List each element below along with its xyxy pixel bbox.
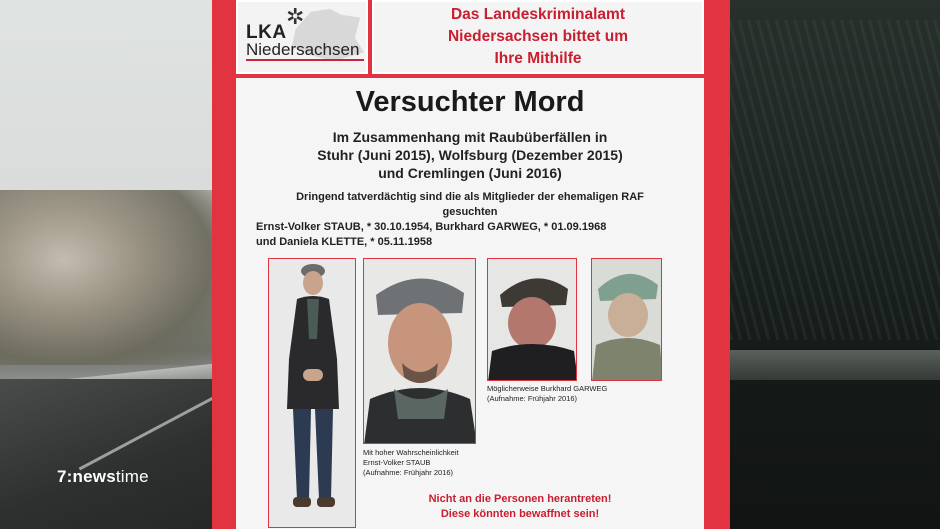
photo-staub-full-body [268, 258, 356, 528]
warning-notice [236, 492, 704, 522]
suspects-line-4: und Daniela KLETTE, * 05.11.1958 [256, 236, 433, 248]
caption-garweg-line-1: Möglicherweise Burkhard GARWEG [487, 384, 608, 393]
background-hedge [730, 20, 940, 340]
poster-content [236, 78, 704, 529]
suspects-line-2: gesuchten [442, 206, 498, 218]
warning-line-1: Nicht an die Personen herantreten! [428, 493, 612, 505]
suspects-line-3: Ernst-Volker STAUB, * 30.10.1954, Burkhard GARWEG, * 01.09.1968 [256, 221, 607, 233]
logo-underline [246, 59, 364, 61]
header-line-1: Das Landeskriminalamt [450, 6, 625, 23]
caption-garweg-line-2: (Aufnahme: Frühjahr 2016) [487, 394, 578, 403]
caption-garweg [487, 384, 617, 404]
caption-staub-line-1: Mit hoher Wahrscheinlichkeit [363, 448, 459, 457]
background-left-street-scene [0, 0, 212, 529]
photo-garweg-2 [591, 258, 662, 381]
portrait-figure-icon [488, 259, 577, 381]
context-line-2: Stuhr (Juni 2015), Wolfsburg (Dezember 2015) [317, 147, 623, 163]
newstime-prefix: 7: [57, 467, 73, 486]
background-right-guardrail [730, 350, 940, 380]
newstime-name-bold: news [72, 467, 116, 486]
caption-staub-line-3: (Aufnahme: Frühjahr 2016) [363, 468, 454, 477]
background-trees [0, 190, 212, 365]
portrait-figure-icon [592, 259, 662, 381]
logo-text-region: Niedersachsen [246, 40, 360, 59]
star-emblem-icon: ✲ [286, 4, 305, 29]
logo-text-lka: LKA [246, 22, 287, 43]
photo-staub-portrait [363, 258, 476, 444]
photo-garweg-1 [487, 258, 577, 381]
crime-context [236, 128, 704, 182]
background-right-hedge-scene [730, 0, 940, 529]
person-figure-icon [269, 259, 356, 528]
warning-line-2: Diese könnten bewaffnet sein! [440, 508, 600, 520]
header-line-3: Ihre Mithilfe [494, 50, 582, 67]
poster-title: Versuchter Mord [355, 86, 585, 118]
caption-staub-line-2: Ernst-Volker STAUB [363, 458, 431, 467]
portrait-figure-icon [364, 259, 476, 444]
context-line-3: und Cremlingen (Juni 2016) [378, 165, 562, 181]
poster-header [372, 0, 704, 74]
suspects-line-1: Dringend tatverdächtig sind die als Mitglieder der ehemaligen RAF [296, 191, 644, 203]
newstime-watermark-logo [57, 467, 149, 487]
suspects-text [236, 190, 704, 250]
context-line-1: Im Zusammenhang mit Raubüberfällen in [332, 129, 608, 145]
wanted-poster [212, 0, 730, 529]
lka-logo [236, 0, 368, 74]
caption-staub [363, 448, 483, 478]
header-line-2: Niedersachsen bittet um [447, 28, 629, 45]
newstime-name-light: time [115, 467, 149, 486]
